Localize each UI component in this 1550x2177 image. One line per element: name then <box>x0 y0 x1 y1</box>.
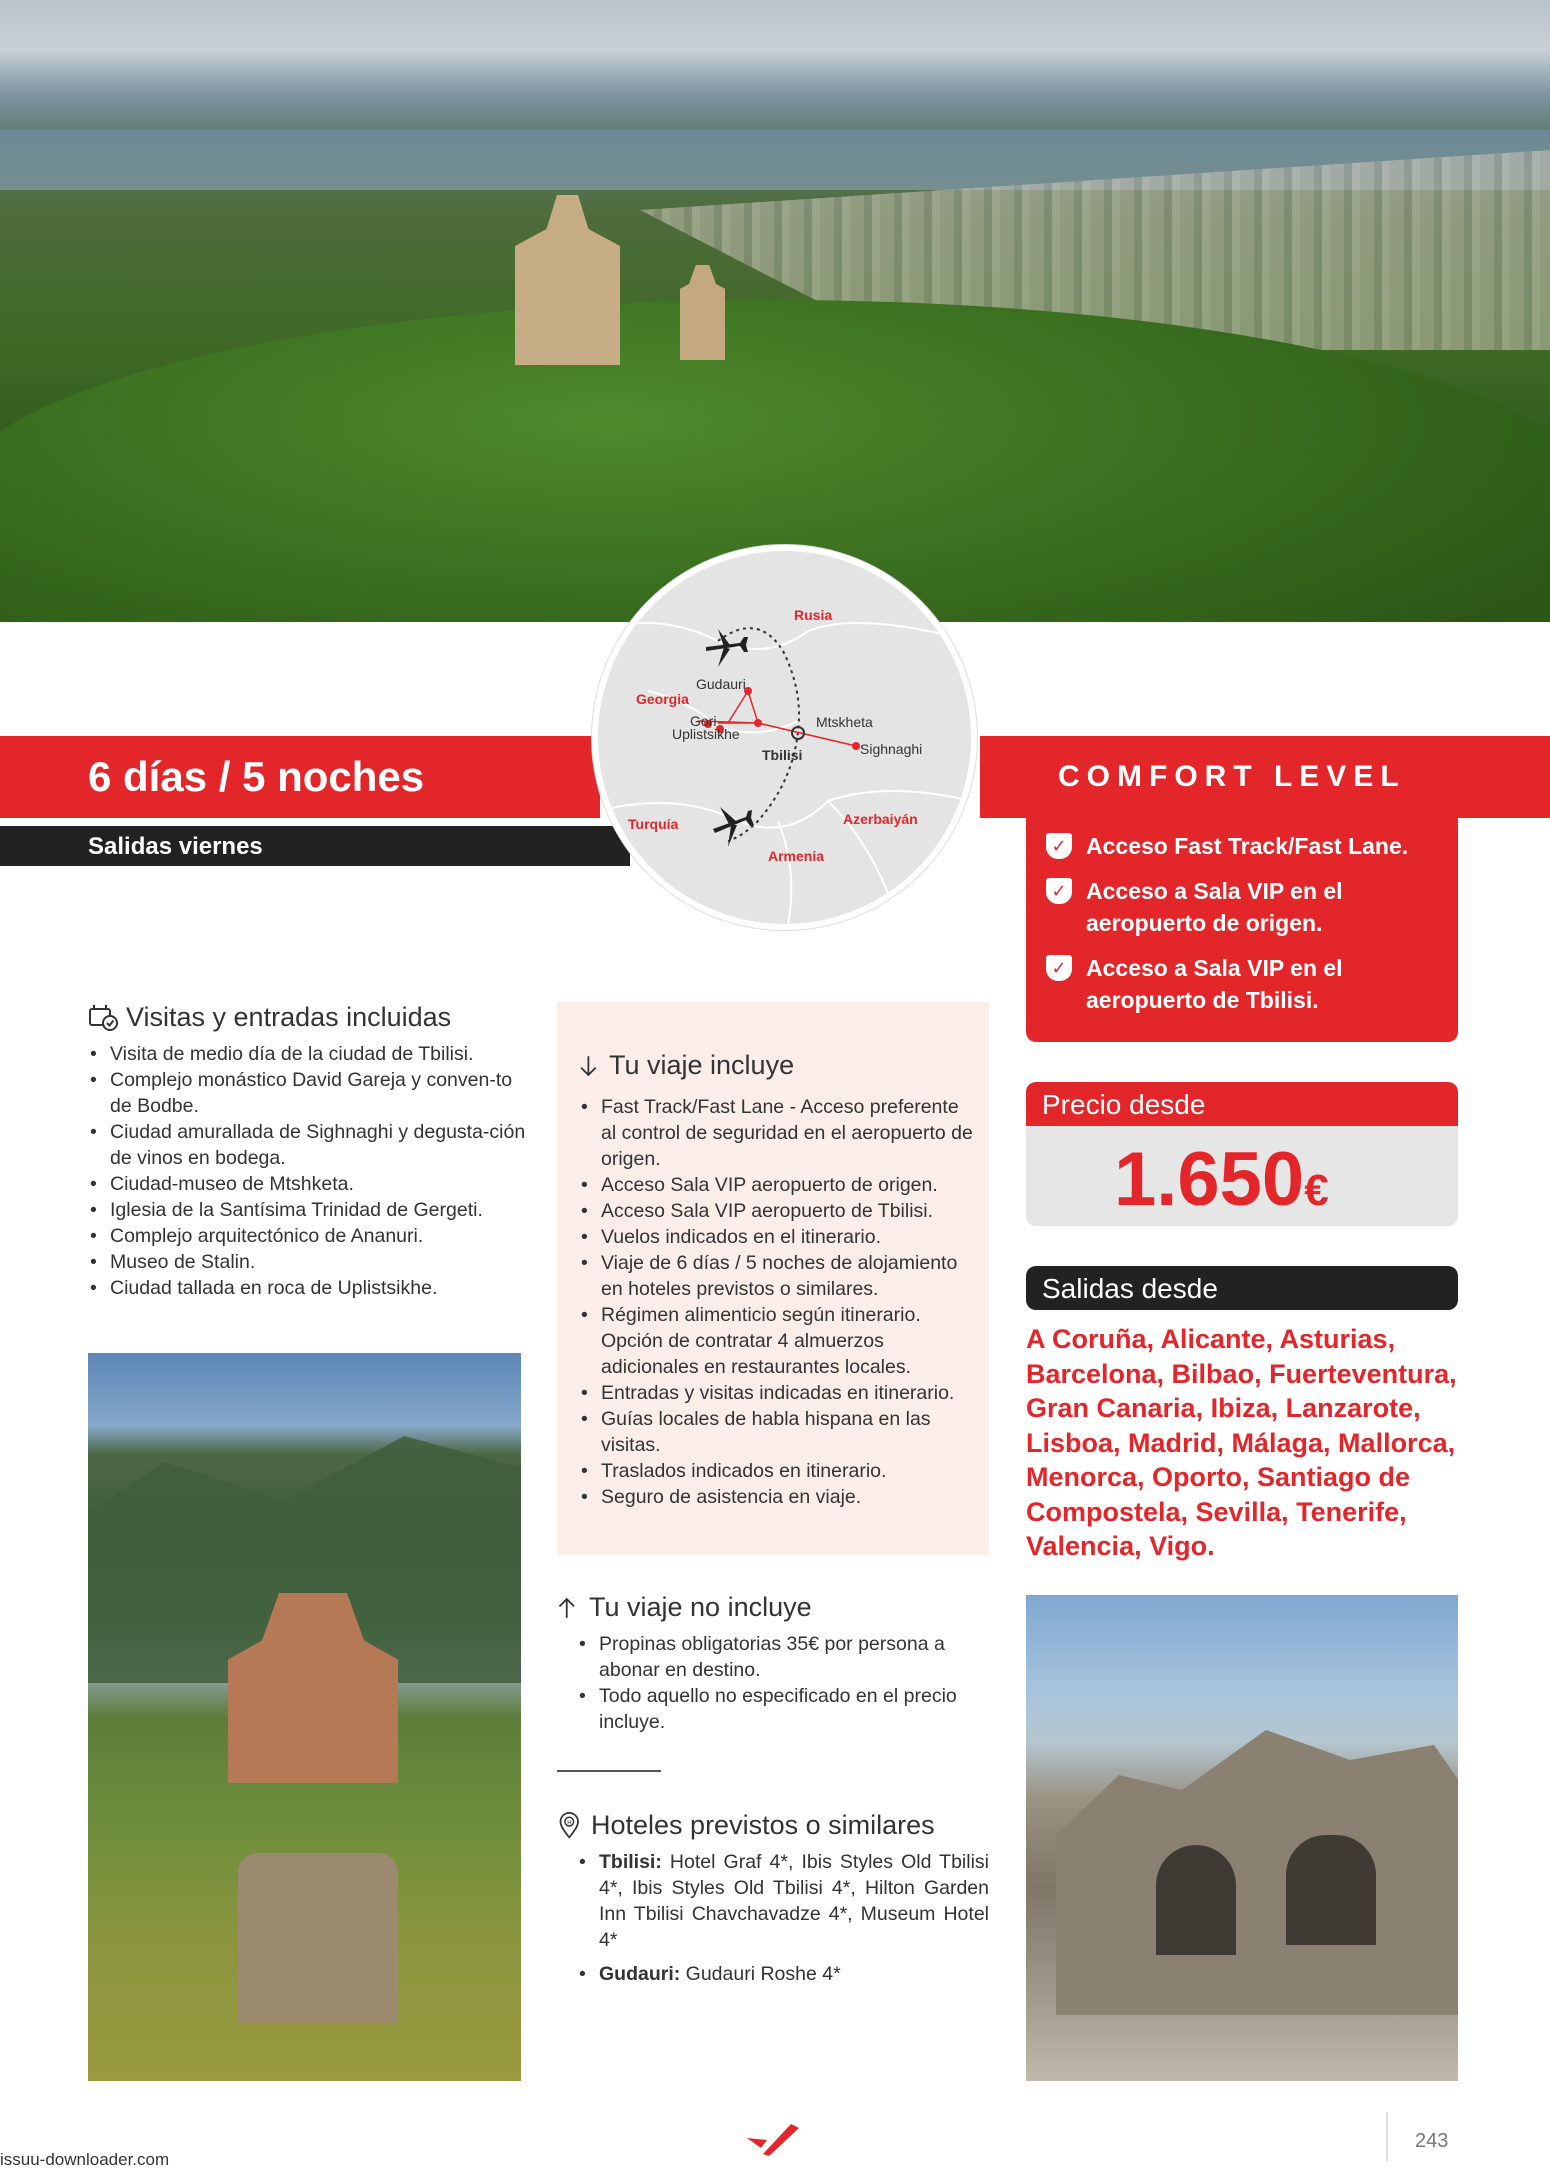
hero-photo <box>0 0 1550 622</box>
duration-band <box>0 736 600 818</box>
departures-header <box>1026 1266 1458 1310</box>
ticket-icon <box>88 1003 120 1033</box>
price-currency: € <box>1304 1166 1329 1215</box>
map-place-tbilisi: Tbilisi <box>762 747 803 763</box>
departures-day: Salidas viernes <box>88 833 263 860</box>
list-item: • Viaje de 6 días / 5 noches de alojamiento en hoteles previstos o similares. <box>579 1250 979 1302</box>
photo-fortress-wall <box>238 1853 398 2023</box>
list-item: • Traslados indicados en itinerario. <box>579 1458 979 1484</box>
comfort-title: COMFORT LEVEL <box>1058 760 1406 793</box>
visitas-list <box>88 1041 528 1301</box>
arrow-up-icon <box>557 1593 583 1623</box>
comfort-list <box>1046 830 1446 1029</box>
list-item: • Seguro de asistencia en viaje. <box>579 1484 979 1510</box>
list-item: • Museo de Stalin. <box>88 1249 528 1275</box>
list-item: • Vuelos indicados en el itinerario. <box>579 1224 979 1250</box>
no-incluye-list <box>577 1631 989 1735</box>
map-place-uplistsikhe: Uplistsikhe <box>672 726 740 742</box>
shield-check-icon: ✓ <box>1046 833 1072 859</box>
divider <box>557 1770 661 1772</box>
departure-cities: A Coruña, Alicante, Asturias, Barcelona, Bilbao, Fuerteventura, Gran Canaria, Ibiza, Lanzarote, Lisboa, Madrid, Málaga, Mallorca, Menorca, Oporto, Santiago de Compostela, Sevilla, Tenerife, Valencia, Vigo. <box>1026 1324 1457 1561</box>
comfort-item: ✓ Acceso Fast Track/Fast Lane. <box>1046 830 1446 862</box>
departures-label: Salidas desde <box>1042 1273 1218 1304</box>
duration-title: 6 días / 5 noches <box>88 753 425 800</box>
list-item: • Acceso Sala VIP aeropuerto de Tbilisi. <box>579 1198 979 1224</box>
list-item: • Complejo monástico David Gareja y conven-to de Bodbe. <box>88 1067 528 1119</box>
visitas-section <box>88 1002 528 1301</box>
brand-logo-icon <box>743 2118 803 2158</box>
photo-cave <box>1156 1845 1236 1955</box>
arrow-down-icon <box>577 1051 603 1081</box>
list-item: • Iglesia de la Santísima Trinidad de Gergeti. <box>88 1197 528 1223</box>
hero-church <box>515 195 620 365</box>
plane-icon <box>706 629 748 667</box>
price-header <box>1026 1082 1458 1126</box>
map-place-sighnaghi: Sighnaghi <box>860 741 923 757</box>
hoteles-list <box>577 1849 989 1987</box>
page-number: 243 <box>1415 2130 1449 2152</box>
incluye-section <box>557 1002 989 1555</box>
list-item: • Propinas obligatorias 35€ por persona a abonar en destino. <box>577 1631 989 1683</box>
map-country-azerbaiyan: Azerbaiyán <box>843 811 918 827</box>
list-item: • Ciudad tallada en roca de Uplistsikhe. <box>88 1275 528 1301</box>
map-place-gudauri: Gudauri <box>696 676 746 692</box>
uplistsikhe-photo <box>1026 1595 1458 2081</box>
list-item: • Régimen alimenticio según itinerario. Opción de contratar 4 almuerzos adicionales en restaurantes locales. <box>579 1302 979 1380</box>
visitas-title: Visitas y entradas incluidas <box>88 1002 528 1033</box>
map-place-mtskheta: Mtskheta <box>816 714 873 730</box>
list-item: • Visita de medio día de la ciudad de Tbilisi. <box>88 1041 528 1067</box>
map-country-armenia: Armenia <box>768 848 825 864</box>
list-item: • Todo aquello no especificado en el precio incluye. <box>577 1683 989 1735</box>
watermark: issuu-downloader.com <box>0 2150 170 2169</box>
price-label: Precio desde <box>1042 1089 1206 1120</box>
map-country-turquia: Turquía <box>628 816 679 832</box>
list-item: • Ciudad amurallada de Sighnaghi y degusta-ción de vinos en bodega. <box>88 1119 528 1171</box>
list-item: • Fast Track/Fast Lane - Acceso preferente al control de seguridad en el aeropuerto de origen. <box>579 1094 979 1172</box>
no-incluye-section <box>557 1592 989 1735</box>
route-map <box>592 545 977 930</box>
shield-check-icon: ✓ <box>1046 955 1072 981</box>
hotel-pin-icon <box>557 1811 585 1841</box>
comfort-box <box>1026 818 1458 1042</box>
comfort-item: ✓ Acceso a Sala VIP en el aeropuerto de Tbilisi. <box>1046 952 1446 1016</box>
list-item: • Ciudad-museo de Mtshketa. <box>88 1171 528 1197</box>
shield-check-icon: ✓ <box>1046 878 1072 904</box>
list-item: • Complejo arquitectónico de Ananuri. <box>88 1223 528 1249</box>
incluye-title: Tu viaje incluye <box>577 1050 794 1081</box>
price-box <box>1026 1126 1458 1226</box>
list-item: • Guías locales de habla hispana en las visitas. <box>579 1406 979 1458</box>
hoteles-section <box>557 1810 989 1995</box>
incluye-body <box>579 1094 979 1510</box>
incluye-list <box>579 1094 979 1510</box>
map-country-rusia: Rusia <box>794 607 833 623</box>
hero-tower <box>680 265 725 360</box>
map-place-gori: Gori <box>690 713 717 729</box>
map-country-georgia: Georgia <box>636 691 689 707</box>
list-item: • Tbilisi: Hotel Graf 4*, Ibis Styles Old Tbilisi 4*, Ibis Styles Old Tbilisi 4*, Hilton Garden Inn Tbilisi Chavchavadze 4*, Museum Hotel 4* <box>577 1849 989 1953</box>
monastery-photo <box>88 1353 521 2081</box>
price-amount: 1.650€ <box>1114 1137 1329 1222</box>
comfort-item: ✓ Acceso a Sala VIP en el aeropuerto de origen. <box>1046 875 1446 939</box>
no-incluye-title: Tu viaje no incluye <box>557 1592 989 1623</box>
list-item: • Gudauri: Gudauri Roshe 4* <box>577 1961 989 1987</box>
svg-text:H: H <box>567 1818 572 1826</box>
photo-cave <box>1286 1835 1376 1945</box>
photo-rock <box>1056 1715 1458 2015</box>
map-graphic <box>598 551 971 924</box>
comfort-band <box>980 736 1550 818</box>
departures-day-band <box>0 826 630 866</box>
hoteles-title: H Hoteles previstos o similares <box>557 1810 989 1841</box>
list-item: • Acceso Sala VIP aeropuerto de origen. <box>579 1172 979 1198</box>
footer-divider <box>1386 2112 1388 2162</box>
list-item: • Entradas y visitas indicadas en itinerario. <box>579 1380 979 1406</box>
